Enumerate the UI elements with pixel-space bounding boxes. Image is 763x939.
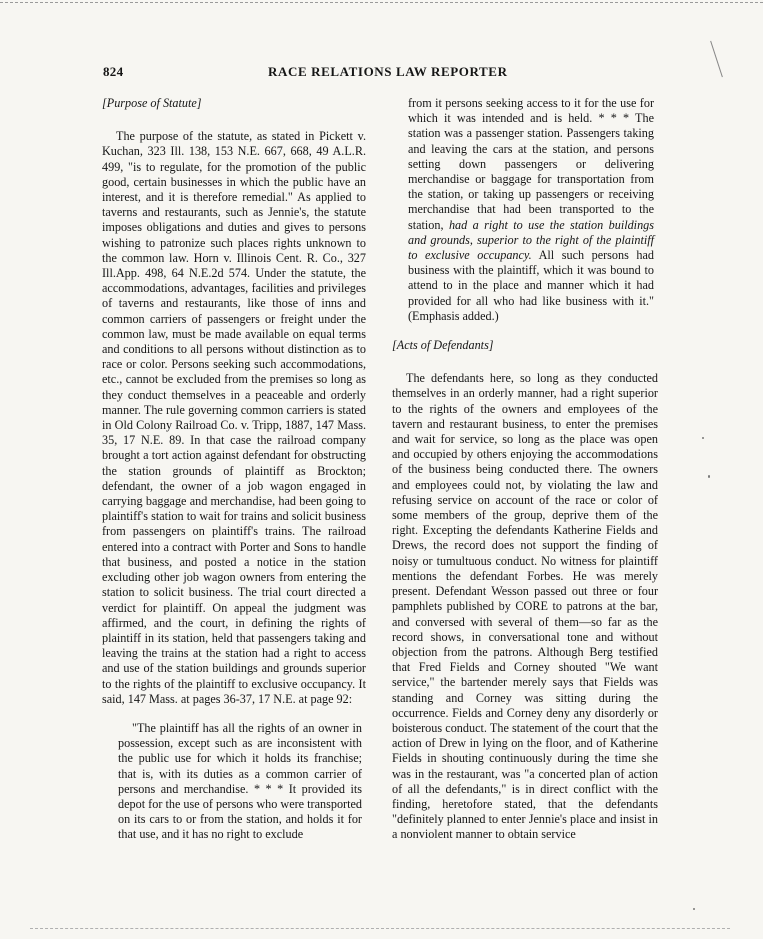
scan-scratch xyxy=(710,41,723,77)
top-scan-edge xyxy=(0,2,763,3)
quote-text: from it persons seeking access to it for the use for which it was intended and is held. * * * The station was a passenger station. Passengers taking and leaving the cars at the station, and persons setting down passengers or delivering merchandise or baggage for transportation from the station, or taking up passengers or receiving merchandise that had been transported to the station, xyxy=(408,96,654,232)
scan-speck xyxy=(708,475,710,478)
block-quote-start: "The plaintiff has all the rights of an owner in possession, except such as are inconsistent with the public use for which it holds its franchise; that is, with its duties as a common carrier of persons and merchandise. * * * It provided its depot for the use of persons who were transported on its cars to or from the station, and holds it for that use, and it has no right to exclude xyxy=(118,720,362,842)
running-head: RACE RELATIONS LAW REPORTER xyxy=(268,64,508,79)
section-heading-purpose: [Purpose of Statute] xyxy=(102,96,202,110)
scan-speck xyxy=(702,437,704,439)
left-column xyxy=(102,96,366,843)
right-column xyxy=(392,96,658,843)
quote-end: All such persons had business with the plaintiff, which it was bound to attend to in the place and manner which it had provided for all who had like business with it." (Emphasis added.) xyxy=(408,248,655,323)
section-heading-acts: [Acts of Defendants] xyxy=(392,338,494,353)
block-quote-continued xyxy=(392,96,658,324)
paragraph-purpose: The purpose of the statute, as stated in Pickett v. Kuchan, 323 Ill. 138, 153 N.E. 667, 668, 49 A.L.R. 499, "is to regulate, for the promotion of the public good, certain businesses in which the public have an interest, and it is therefore remedial." As applied to taverns and restaurants, such as Jennie's, the statute imposes obligations and duties and gives to persons wishing to patronize such places rights unknown to the common law. Horn v. Illinois Cent. R. Co., 327 Ill.App. 498, 64 N.E.2d 574. Under the statute, the accommodations, advantages, facilities and privileges of taverns and restaurants, like those of inns and common carriers of passengers or freight under the common law, must be made available on equal terms and conditions to all persons without distinction as to race or color. Persons seeking such accommodations, etc., cannot be excluded from the premises so long as they conduct themselves in a peaceable and orderly manner. The rule governing common carriers is stated in Old Colony Railroad Co. v. Tripp, 1887, 147 Mass. 35, 17 N.E. 89. In that case the railroad company brought a tort action against defendant for obstructing the station grounds of plaintiff as Brockton; defendant, the owner of a job wagon engaged in carrying baggage and merchandise, had been going to plaintiff's station to wait for trains and solicit business from passengers on plaintiff's trains. The railroad entered into a contract with Porter and Sons to handle that business, and posted a notice in the station excluding other job wagon owners from entering the station to solicit business. The trial court directed a verdict for plaintiff. On appeal the judgment was affirmed, and the court, in defining the rights of plaintiff in its station, held that passengers taking and leaving the trains at the station had a right to access and use of the station buildings and grounds superior to the rights of the plaintiff to exclusive occupancy. It said, 147 Mass. at pages 36-37, 17 N.E. at page 92: xyxy=(102,129,366,706)
quote-emphasis: had a right to use the station buildings and grounds, superior to the right of the plaintiff to exclusive occupancy. xyxy=(408,217,655,263)
page-number: 824 xyxy=(103,64,124,79)
bottom-scan-edge xyxy=(30,928,730,929)
scan-speck xyxy=(693,908,695,910)
paragraph-acts: The defendants here, so long as they conducted themselves in an orderly manner, had a right superior to the rights of the owners and employees of the tavern and restaurant business, to enter the premises and wait for service, so long as the place was open and occupied by others enjoying the accommodations of the business being conducted there. The owners and employees could not, by violating the law and refusing service on account of the race or color of some members of the group, deprive them of the right. Excepting the defendants Katherine Fields and Drews, the record does not support the finding of noisy or tumultuous conduct. No witness for plaintiff mentions the defendant Forbes. He was merely present. Defendant Wesson passed out three or four pamphlets published by CORE to patrons at the bar, and conversed with several of them—so far as the record shows, in conversational tone and without objection from the patrons. Although Berg testified that Fred Fields and Corney shouted "We want service," the bartender merely says that Fields was standing and Corney was sitting during the occurrence. Fields and Corney deny any disorderly or boisterous conduct. The statement of the court that the action of Drew in lying on the floor, and of Katherine Fields in shouting continuously during the time she was in the restaurant, was "a concerted plan of action of all the defendants," is in direct conflict with the finding, heretofore stated, that the defendants "definitely planned to enter Jennie's place and insist in a nonviolent manner to obtain service xyxy=(392,371,658,842)
